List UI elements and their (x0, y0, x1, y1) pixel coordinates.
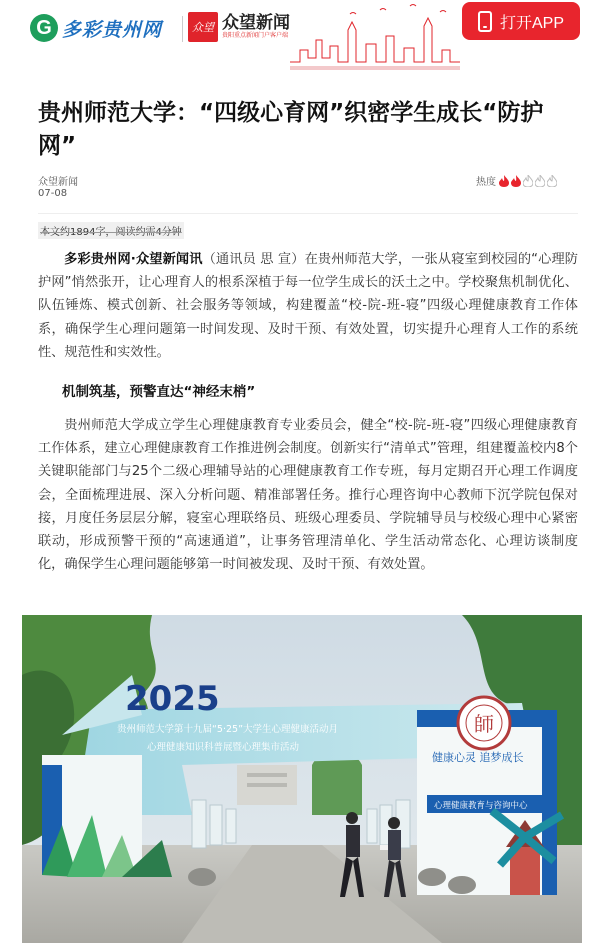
logo2-sub-text: 贵阳重点新闻门户客户端 (222, 32, 289, 39)
article-source[interactable]: 众望新闻 (38, 177, 78, 188)
article-paragraph-2 (38, 414, 578, 576)
article-photo[interactable] (22, 615, 582, 943)
article-paragraph-1 (38, 248, 578, 364)
campus-arch-illustration (22, 615, 582, 943)
logo2-main-text: 众望新闻 (222, 13, 290, 33)
arch-line-2: 心理健康知识科普展暨心理集市活动 (147, 742, 300, 753)
flame-empty-icon (547, 175, 557, 187)
logo-separator (182, 16, 183, 42)
heat-label: 热度 (476, 177, 496, 188)
city-skyline-decoration (290, 0, 460, 70)
article-date: 07-08 (38, 188, 68, 199)
header-divider (38, 213, 578, 214)
paragraph-lead: 多彩贵州网·众望新闻讯 (64, 252, 203, 267)
arch-year: 2025 (125, 679, 220, 719)
duocai-guizhou-logo[interactable] (30, 14, 162, 42)
paragraph-2-body: 贵州师范大学成立学生心理健康教育专业委员会，健全“校-院-班-寝”四级心理健康教育工作体系，建立心理健康教育工作推进例会制度。创新实行“清单式”管理，组建覆盖校内8个关键职能部门与25个二级心理辅导站的心理健康教育工作专班，每月定期召开心理工作调度会，全面梳理进展、深入分析问题、精准部署任务。推行心理咨询中心教师下沉学院包保对接，月度任务层层分解，寝室心理联络员、班级心理委员、学院辅导员与校级心理中心紧密联动，形成预警干预的“高速通道”，让事务管理清单化、学生活动常态化、心理访谈制度化，确保学生心理问题能够第一时间被发现、及时干预、有效处置。 (38, 418, 578, 573)
article-title: 贵州师范大学：“四级心育网”织密学生成长“防护网” (38, 100, 544, 159)
university-seal-char: 師 (474, 712, 494, 736)
logo1-text: 多彩贵州网 (62, 18, 163, 41)
open-app-button[interactable] (462, 2, 580, 40)
flame-empty-icon (535, 175, 545, 187)
flame-empty-icon (523, 175, 533, 187)
paragraph-1-body: （通讯员 思 宣）在贵州师范大学，一张从寝室到校园的“心理防护网”悄然张开，让心理育人的根系深植于每一位学生成长的沃土之中。学校聚焦机制优化、队伍锤炼、模式创新、社会服务等领域，构建覆盖“校-院-班-寝”四级心理健康教育工作体系，确保学生心理问题第一时间发现、及时干预、有效处置，切实提升心理育人工作的系统性、规范性和实效性。 (38, 252, 578, 360)
section-heading: 机制筑基，预警直达“神经末梢” (62, 384, 256, 400)
heat-indicator (476, 173, 557, 188)
arch-slogan: 健康心灵 追梦成长 (432, 751, 524, 764)
g-logo-icon: G (30, 14, 58, 42)
arch-line-1: 贵州师范大学第十九届“5·25”大学生心理健康活动月 (117, 724, 338, 735)
flame-filled-icon (511, 175, 521, 187)
phone-icon (478, 11, 492, 32)
zhongwang-news-logo[interactable] (188, 12, 290, 42)
open-app-label: 打开APP (499, 14, 565, 32)
read-time-note: 本文约1894字，阅读约需4分钟 (38, 222, 184, 239)
arch-center-name: 心理健康教育与咨询中心 (434, 801, 528, 811)
zhongwang-badge-icon: 众望 (188, 12, 218, 42)
flame-filled-icon (499, 175, 509, 187)
app-header (0, 0, 610, 72)
